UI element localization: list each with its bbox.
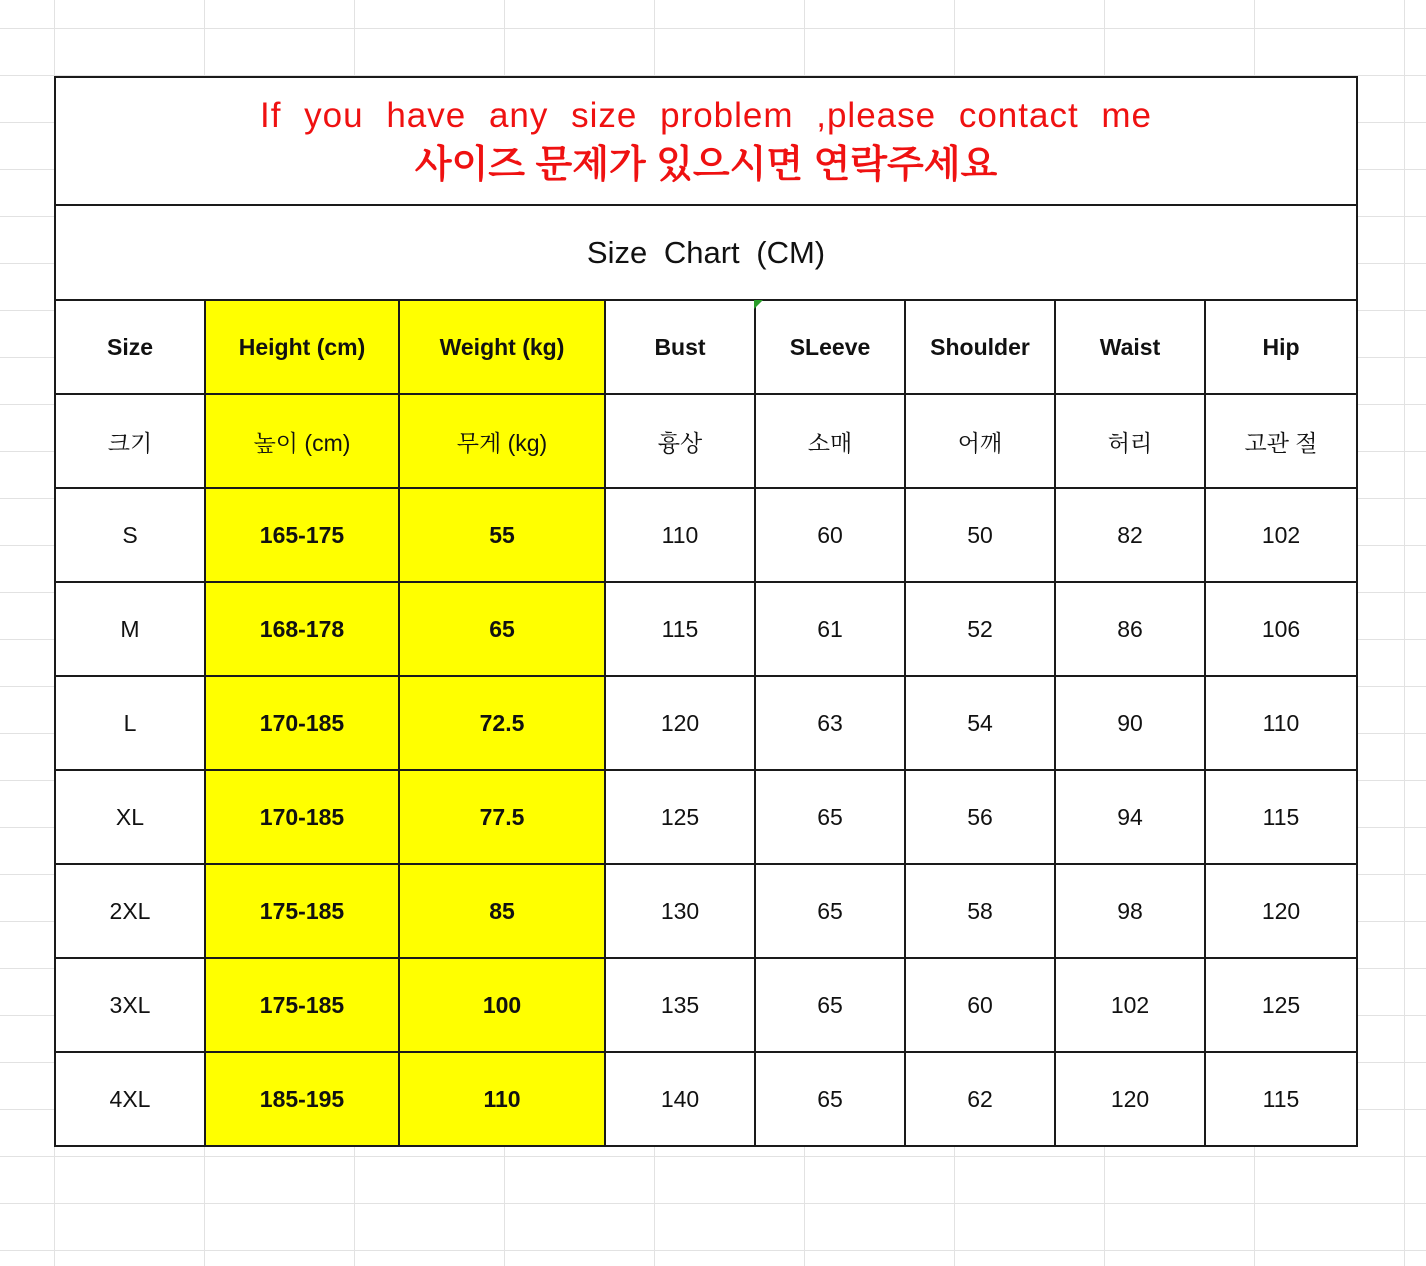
header-waist-ko: 허리	[1055, 394, 1205, 488]
weight-cell: 110	[399, 1052, 605, 1146]
bust-cell: 110	[605, 488, 755, 582]
weight-cell: 85	[399, 864, 605, 958]
shoulder-cell: 50	[905, 488, 1055, 582]
table-row	[55, 1052, 1357, 1146]
header-bust: Bust	[605, 300, 755, 394]
height-cell: 168-178	[205, 582, 399, 676]
header-size-ko: 크기	[55, 394, 205, 488]
header-height: Height (cm)	[205, 300, 399, 394]
header-waist: Waist	[1055, 300, 1205, 394]
sleeve-cell: 61	[755, 582, 905, 676]
bust-cell: 140	[605, 1052, 755, 1146]
chart-title: Size Chart (CM)	[55, 205, 1357, 300]
size-cell: XL	[55, 770, 205, 864]
bust-cell: 130	[605, 864, 755, 958]
shoulder-cell: 54	[905, 676, 1055, 770]
header-weight: Weight (kg)	[399, 300, 605, 394]
contact-notice	[55, 77, 1357, 205]
table-row	[55, 958, 1357, 1052]
shoulder-cell: 56	[905, 770, 1055, 864]
weight-cell: 77.5	[399, 770, 605, 864]
header-hip: Hip	[1205, 300, 1357, 394]
sleeve-cell: 65	[755, 1052, 905, 1146]
height-cell: 170-185	[205, 676, 399, 770]
hip-cell: 106	[1205, 582, 1357, 676]
cell-comment-marker-icon	[754, 300, 763, 309]
shoulder-cell: 58	[905, 864, 1055, 958]
weight-cell: 72.5	[399, 676, 605, 770]
size-cell: 3XL	[55, 958, 205, 1052]
waist-cell: 86	[1055, 582, 1205, 676]
sleeve-cell: 65	[755, 864, 905, 958]
shoulder-cell: 62	[905, 1052, 1055, 1146]
size-cell: S	[55, 488, 205, 582]
header-bust-ko: 흉상	[605, 394, 755, 488]
header-row-korean	[55, 394, 1357, 488]
sleeve-cell: 65	[755, 958, 905, 1052]
bust-cell: 135	[605, 958, 755, 1052]
shoulder-cell: 52	[905, 582, 1055, 676]
hip-cell: 102	[1205, 488, 1357, 582]
waist-cell: 120	[1055, 1052, 1205, 1146]
waist-cell: 102	[1055, 958, 1205, 1052]
header-sleeve-ko: 소매	[755, 394, 905, 488]
hip-cell: 115	[1205, 1052, 1357, 1146]
header-size: Size	[55, 300, 205, 394]
weight-cell: 55	[399, 488, 605, 582]
weight-cell: 65	[399, 582, 605, 676]
table-row	[55, 864, 1357, 958]
sleeve-cell: 65	[755, 770, 905, 864]
size-chart-table	[54, 76, 1358, 1147]
height-cell: 165-175	[205, 488, 399, 582]
hip-cell: 125	[1205, 958, 1357, 1052]
bust-cell: 120	[605, 676, 755, 770]
height-cell: 175-185	[205, 958, 399, 1052]
header-shoulder-ko: 어깨	[905, 394, 1055, 488]
waist-cell: 82	[1055, 488, 1205, 582]
size-cell: L	[55, 676, 205, 770]
height-cell: 175-185	[205, 864, 399, 958]
header-hip-ko: 고관 절	[1205, 394, 1357, 488]
bust-cell: 125	[605, 770, 755, 864]
header-weight-ko: 무게 (kg)	[399, 394, 605, 488]
hip-cell: 115	[1205, 770, 1357, 864]
height-cell: 185-195	[205, 1052, 399, 1146]
waist-cell: 94	[1055, 770, 1205, 864]
hip-cell: 110	[1205, 676, 1357, 770]
hip-cell: 120	[1205, 864, 1357, 958]
notice-english: If you have any size problem ,please contact me	[260, 96, 1153, 135]
notice-korean: 사이즈 문제가 있으시면 연락주세요	[414, 144, 998, 186]
sleeve-cell: 63	[755, 676, 905, 770]
table-row	[55, 488, 1357, 582]
table-row	[55, 582, 1357, 676]
waist-cell: 98	[1055, 864, 1205, 958]
shoulder-cell: 60	[905, 958, 1055, 1052]
table-row	[55, 770, 1357, 864]
table-row	[55, 676, 1357, 770]
waist-cell: 90	[1055, 676, 1205, 770]
size-cell: 2XL	[55, 864, 205, 958]
header-height-ko: 높이 (cm)	[205, 394, 399, 488]
height-cell: 170-185	[205, 770, 399, 864]
sleeve-cell: 60	[755, 488, 905, 582]
size-cell: 4XL	[55, 1052, 205, 1146]
header-sleeve: SLeeve	[755, 300, 905, 394]
size-cell: M	[55, 582, 205, 676]
bust-cell: 115	[605, 582, 755, 676]
header-row-english	[55, 300, 1357, 394]
weight-cell: 100	[399, 958, 605, 1052]
header-shoulder: Shoulder	[905, 300, 1055, 394]
